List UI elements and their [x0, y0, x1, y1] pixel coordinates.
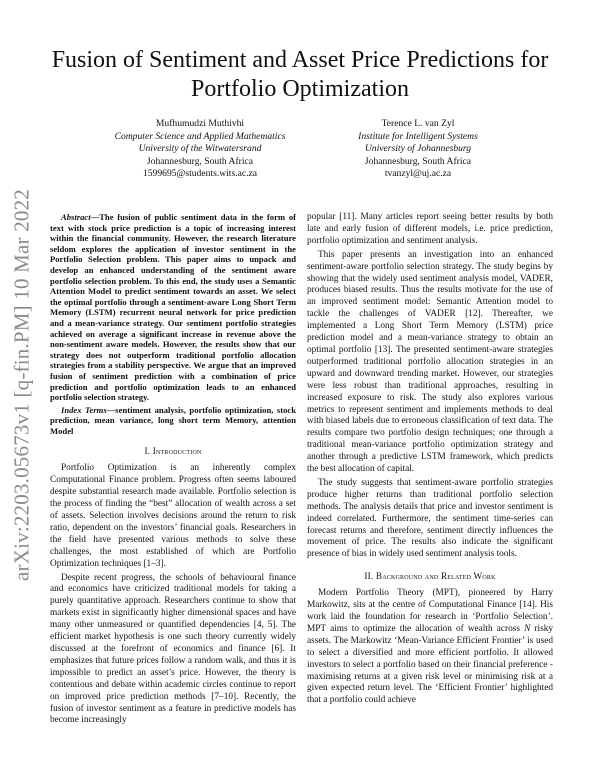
- intro-paragraph-4: The study suggests that sentiment-aware portfolio strategies produce higher returns than traditional portfolio selection methods. The analysis details that price and investor sentiment is indeed correlated. Furthermore, the sentiment time-series can forecast returns and therefore, sentiment directly influences the movement of price. The results also indicate the significant presence of bias in widely used sentiment analysis tools.: [307, 477, 553, 560]
- author-univ: University of Johannesburg: [364, 143, 472, 154]
- intro-paragraph-2: Despite recent progress, the schools of behavioural finance and economics have criticized traditional models for taking a purely quantitative approach. Researchers continue to show that markets exist in significantly higher dimensional spaces and have many other unmeasured or quantified dependencies [4, 5]. The efficient market hypothesis is one such theory currently widely discussed at the forefront of economics and finance [6]. It emphasizes that future prices follow a random walk, and thus it is impossible to predict an asset’s price. However, the theory is contentious and debate within academic circles continue to report on improved price prediction methods [7–10]. Recently, the fusion of investor sentiment as a feature in predictive models has become increasingly: [50, 572, 296, 726]
- index-terms-label: Index Terms: [61, 404, 107, 415]
- author-name: Mufhumudzi Muthivhi: [155, 118, 245, 129]
- abstract-label: Abstract: [61, 212, 91, 222]
- intro-paragraph-continued: popular [11]. Many articles report seeing better results by both late and early fusion of different models, i.e. price prediction, portfolio optimization and sentiment analysis.: [307, 212, 553, 246]
- title-line-1: Fusion of Sentiment and Asset Price Predictions for: [51, 47, 549, 73]
- paper-title: [40, 46, 560, 104]
- abstract-text: —The fusion of public sentiment data in the form of text with stock price prediction is a topic of increasing interest within the financial community. However, the research literature seldom explores the application of investor sentiment in the Portfolio Selection problem. This paper aims to unpack and develop an enhanced understanding of the sentiment aware portfolio selection problem. To this end, the study uses a Semantic Attention Model to predict sentiment towards an asset. We select the optimal portfolio through a sentiment-aware Long Short Term Memory (LSTM) recurrent neural network for price prediction and a mean-variance strategy. Our sentiment portfolio strategies achieved on average a significant increase in revenue above the non-sentiment aware models. However, the results show that our strategy does not outperform traditional portfolio allocation strategies from a stability perspective. We argue that an improved fusion of sentiment prediction with a combination of price prediction and portfolio optimization leads to an enhanced portfolio selection strategy.: [50, 212, 296, 403]
- author-city: Johannesburg, South Africa: [364, 155, 472, 167]
- author-email[interactable]: tvanzyl@uj.ac.za: [384, 168, 452, 179]
- background-text-a: Modern Portfolio Theory (MPT), pioneered by Harry Markowitz, sits at the centre of Computational Finance [14]. His work laid the foundation for research in ‘Portfolio Selection’. MPT aims to optimize the allocation of wealth across: [307, 588, 553, 634]
- author-name: Terence L. van Zyl: [381, 118, 455, 129]
- author-block-2: [318, 118, 518, 181]
- left-column: [50, 212, 296, 729]
- arxiv-stamp: arXiv:2203.05673v1 [q-fin.PM] 10 Mar 2022: [9, 189, 34, 581]
- index-terms: [50, 405, 296, 437]
- title-line-2: Portfolio Optimization: [191, 76, 409, 102]
- background-paragraph-1: [307, 588, 553, 707]
- author-block-1: [90, 118, 310, 181]
- intro-paragraph-3: This paper presents an investigation into an enhanced sentiment-aware portfolio selection strategy. The study begins by showing that the widely used sentiment analysis model, VADER, produces biased results. Thus the results motivate for the use of an improved sentiment model: Semantic Attention model to tackle the challenges of VADER [12]. Thereafter, we implemented a Long Short Term Memory (LSTM) price prediction model and a mean-variance strategy to obtain an optimal portfolio [13]. The presented sentiment-aware strategies outperformed traditional portfolio allocation strategies in an upward and downward trending market. However, our strategies were less robust than traditional approaches, resulting in increased exposure to risk. The study also explores various metrics to represent sentiment and implements methods to deal with biased labels due to erroneous classification of text data. The results compare two portfolio design techniques; one through a traditional mean-variance portfolio optimization strategy and another through a predictive LSTM framework, which predicts the best allocation of capital.: [307, 249, 553, 475]
- index-terms-text: —sentiment analysis, portfolio optimization, stock prediction, mean variance, long short term Memory, attention Model: [50, 404, 296, 436]
- author-email[interactable]: 1599695@students.wits.ac.za: [142, 168, 258, 179]
- author-dept: Institute for Intelligent Systems: [358, 130, 478, 142]
- right-column: [307, 212, 553, 709]
- author-dept: Computer Science and Applied Mathematics: [114, 130, 286, 142]
- author-city: Johannesburg, South Africa: [146, 155, 254, 167]
- author-univ: University of the Witwatersrand: [138, 143, 262, 154]
- section-heading-background: II. Background and Related Work: [364, 571, 496, 582]
- intro-paragraph-1: Portfolio Optimization is an inherently complex Computational Finance problem. Progress often seems laboured despite substantial research made available. Portfolio selection is the process of finding the “best” allocation of wealth across a set of assets. Selection involves decisions around the return to risk ratio, dependent on the investors’ financial goals. Researchers in the field have presented various methods to solve these challenges, the most established of which are Portfolio Optimization techniques [1–3].: [50, 463, 296, 569]
- abstract: [50, 212, 296, 403]
- math-n: N: [524, 623, 531, 634]
- section-heading-introduction: I. Introduction: [144, 446, 202, 457]
- background-text-b: risky assets. The Markowitz ‘Mean-Variance Efficient Frontier’ is used to select a diversified and more efficient portfolio. It allowed investors to select a portfolio based on their financial preference - maximising returns at a given risk level or minimising risk at a given expected return level. The ‘Efficient Frontier’ highlighted that a portfolio could achieve: [307, 623, 553, 706]
